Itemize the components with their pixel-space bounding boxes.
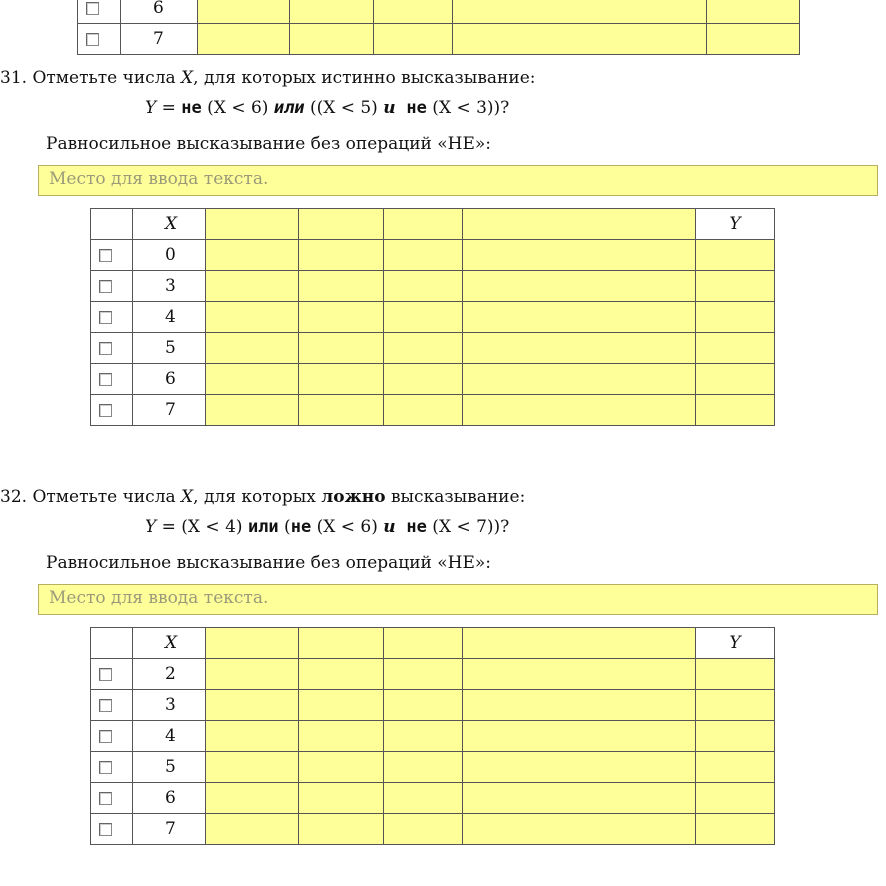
checkbox-cell [91,783,133,814]
table-row [91,690,775,721]
answer-cell[interactable] [206,814,299,845]
x-value-cell: 6 [133,783,206,814]
x-value-cell: 7 [133,814,206,845]
answer-cell[interactable] [384,783,463,814]
checkbox-cell [91,302,133,333]
answer-cell[interactable] [463,752,696,783]
answer-cell[interactable] [463,721,696,752]
answer-cell[interactable] [206,783,299,814]
answer-cell[interactable] [206,690,299,721]
table-row [91,721,775,752]
q31-number: 31. [0,68,28,88]
table-row [91,752,775,783]
answer-cell[interactable] [299,659,384,690]
answer-cell[interactable] [290,24,374,55]
row-checkbox[interactable] [99,280,112,293]
answer-cell[interactable] [290,0,374,24]
answer-cell[interactable] [374,24,453,55]
answer-cell[interactable] [463,690,696,721]
answer-cell[interactable] [463,814,696,845]
y-answer-cell[interactable] [707,24,800,55]
header-answer-cell[interactable] [299,628,384,659]
checkbox-cell [91,271,133,302]
table-header-row [91,628,775,659]
y-answer-cell[interactable] [707,0,800,24]
answer-cell[interactable] [299,240,384,271]
answer-cell[interactable] [299,721,384,752]
answer-cell[interactable] [299,690,384,721]
answer-cell[interactable] [463,659,696,690]
answer-cell[interactable] [463,395,696,426]
x-value-cell: 7 [133,395,206,426]
row-checkbox[interactable] [86,33,99,46]
q31-truth-table [90,208,775,426]
x-value-cell: 3 [133,271,206,302]
answer-cell[interactable] [198,0,290,24]
x-value-cell: 4 [133,721,206,752]
x-value-cell: 5 [133,333,206,364]
header-empty-cell [91,628,133,659]
header-y: Y [696,628,775,659]
answer-cell[interactable] [384,814,463,845]
q32-formula: Y = (X < 4) или (не (X < 6) и не (X < 7))? [145,517,510,537]
checkbox-cell [91,659,133,690]
x-value-cell: 0 [133,240,206,271]
y-answer-cell[interactable] [696,752,775,783]
answer-cell[interactable] [206,659,299,690]
answer-cell[interactable] [384,659,463,690]
q32-text-input[interactable]: Место для ввода текста. [38,584,878,615]
q32-truth-table [90,627,775,845]
answer-cell[interactable] [299,271,384,302]
y-answer-cell[interactable] [696,721,775,752]
row-checkbox[interactable] [99,342,112,355]
checkbox-cell [78,24,121,55]
x-value-cell: 5 [133,752,206,783]
row-checkbox[interactable] [86,2,99,15]
y-answer-cell[interactable] [696,333,775,364]
header-answer-cell[interactable] [384,628,463,659]
table-row [78,24,800,55]
answer-cell[interactable] [453,0,707,24]
checkbox-cell [91,690,133,721]
header-y: Y [696,209,775,240]
answer-cell[interactable] [299,814,384,845]
y-answer-cell[interactable] [696,271,775,302]
answer-cell[interactable] [299,364,384,395]
answer-cell[interactable] [384,302,463,333]
answer-cell[interactable] [374,0,453,24]
table-row [91,271,775,302]
answer-cell[interactable] [463,240,696,271]
answer-cell[interactable] [206,364,299,395]
row-checkbox[interactable] [99,311,112,324]
x-value-cell: 3 [133,690,206,721]
checkbox-cell [78,0,121,24]
answer-cell[interactable] [384,240,463,271]
table-row [91,814,775,845]
answer-cell[interactable] [206,271,299,302]
row-checkbox[interactable] [99,373,112,386]
table-row [91,783,775,814]
answer-cell[interactable] [463,302,696,333]
answer-cell[interactable] [384,752,463,783]
row-checkbox[interactable] [99,730,112,743]
answer-cell[interactable] [463,333,696,364]
table-header-row [91,209,775,240]
row-checkbox[interactable] [99,792,112,805]
checkbox-cell [91,814,133,845]
q31-prompt: 31. Отметьте числа X, для которых истинно высказывание: [0,68,536,88]
answer-cell[interactable] [463,783,696,814]
answer-cell[interactable] [299,333,384,364]
table-row [91,240,775,271]
row-checkbox[interactable] [99,761,112,774]
answer-cell[interactable] [299,783,384,814]
checkbox-cell [91,240,133,271]
q31-equiv-label: Равносильное высказывание без операций «НЕ»: [46,134,492,154]
header-x: X [133,209,206,240]
row-checkbox[interactable] [99,668,112,681]
answer-cell[interactable] [384,395,463,426]
x-value-cell: 6 [121,0,198,24]
answer-cell[interactable] [299,302,384,333]
row-checkbox[interactable] [99,404,112,417]
header-answer-cell[interactable] [463,209,696,240]
header-answer-cell[interactable] [384,209,463,240]
q31-text-input[interactable]: Место для ввода текста. [38,165,878,196]
answer-cell[interactable] [206,752,299,783]
q31-formula: Y = не (X < 6) или ((X < 5) и не (X < 3))? [145,98,510,118]
y-answer-cell[interactable] [696,690,775,721]
table-row [91,395,775,426]
table-row [91,659,775,690]
x-value-cell: 7 [121,24,198,55]
x-value-cell: 6 [133,364,206,395]
checkbox-cell [91,333,133,364]
header-answer-cell[interactable] [463,628,696,659]
header-answer-cell[interactable] [206,209,299,240]
answer-cell[interactable] [206,395,299,426]
answer-cell[interactable] [206,302,299,333]
header-answer-cell[interactable] [299,209,384,240]
header-x: X [133,628,206,659]
y-answer-cell[interactable] [696,364,775,395]
y-answer-cell[interactable] [696,240,775,271]
row-checkbox[interactable] [99,249,112,262]
checkbox-cell [91,395,133,426]
checkbox-cell [91,364,133,395]
y-answer-cell[interactable] [696,395,775,426]
answer-cell[interactable] [299,395,384,426]
checkbox-cell [91,752,133,783]
checkbox-cell [91,721,133,752]
answer-cell[interactable] [463,364,696,395]
answer-cell[interactable] [384,271,463,302]
answer-cell[interactable] [384,333,463,364]
answer-cell[interactable] [463,271,696,302]
answer-cell[interactable] [206,333,299,364]
top-truth-table [77,0,800,55]
y-answer-cell[interactable] [696,814,775,845]
answer-cell[interactable] [453,24,707,55]
x-value-cell: 2 [133,659,206,690]
table-row [91,333,775,364]
q32-prompt: 32. Отметьте числа X, для которых ложно высказывание: [0,487,526,507]
answer-cell[interactable] [206,240,299,271]
table-row [91,364,775,395]
table-row [78,0,800,24]
answer-cell[interactable] [299,752,384,783]
q32-equiv-label: Равносильное высказывание без операций «НЕ»: [46,553,492,573]
row-checkbox[interactable] [99,823,112,836]
y-answer-cell[interactable] [696,783,775,814]
answer-cell[interactable] [206,721,299,752]
table-row [91,302,775,333]
answer-cell[interactable] [198,24,290,55]
x-value-cell: 4 [133,302,206,333]
header-empty-cell [91,209,133,240]
answer-cell[interactable] [384,364,463,395]
answer-cell[interactable] [384,690,463,721]
y-answer-cell[interactable] [696,659,775,690]
answer-cell[interactable] [384,721,463,752]
y-answer-cell[interactable] [696,302,775,333]
row-checkbox[interactable] [99,699,112,712]
q32-number: 32. [0,487,28,507]
header-answer-cell[interactable] [206,628,299,659]
